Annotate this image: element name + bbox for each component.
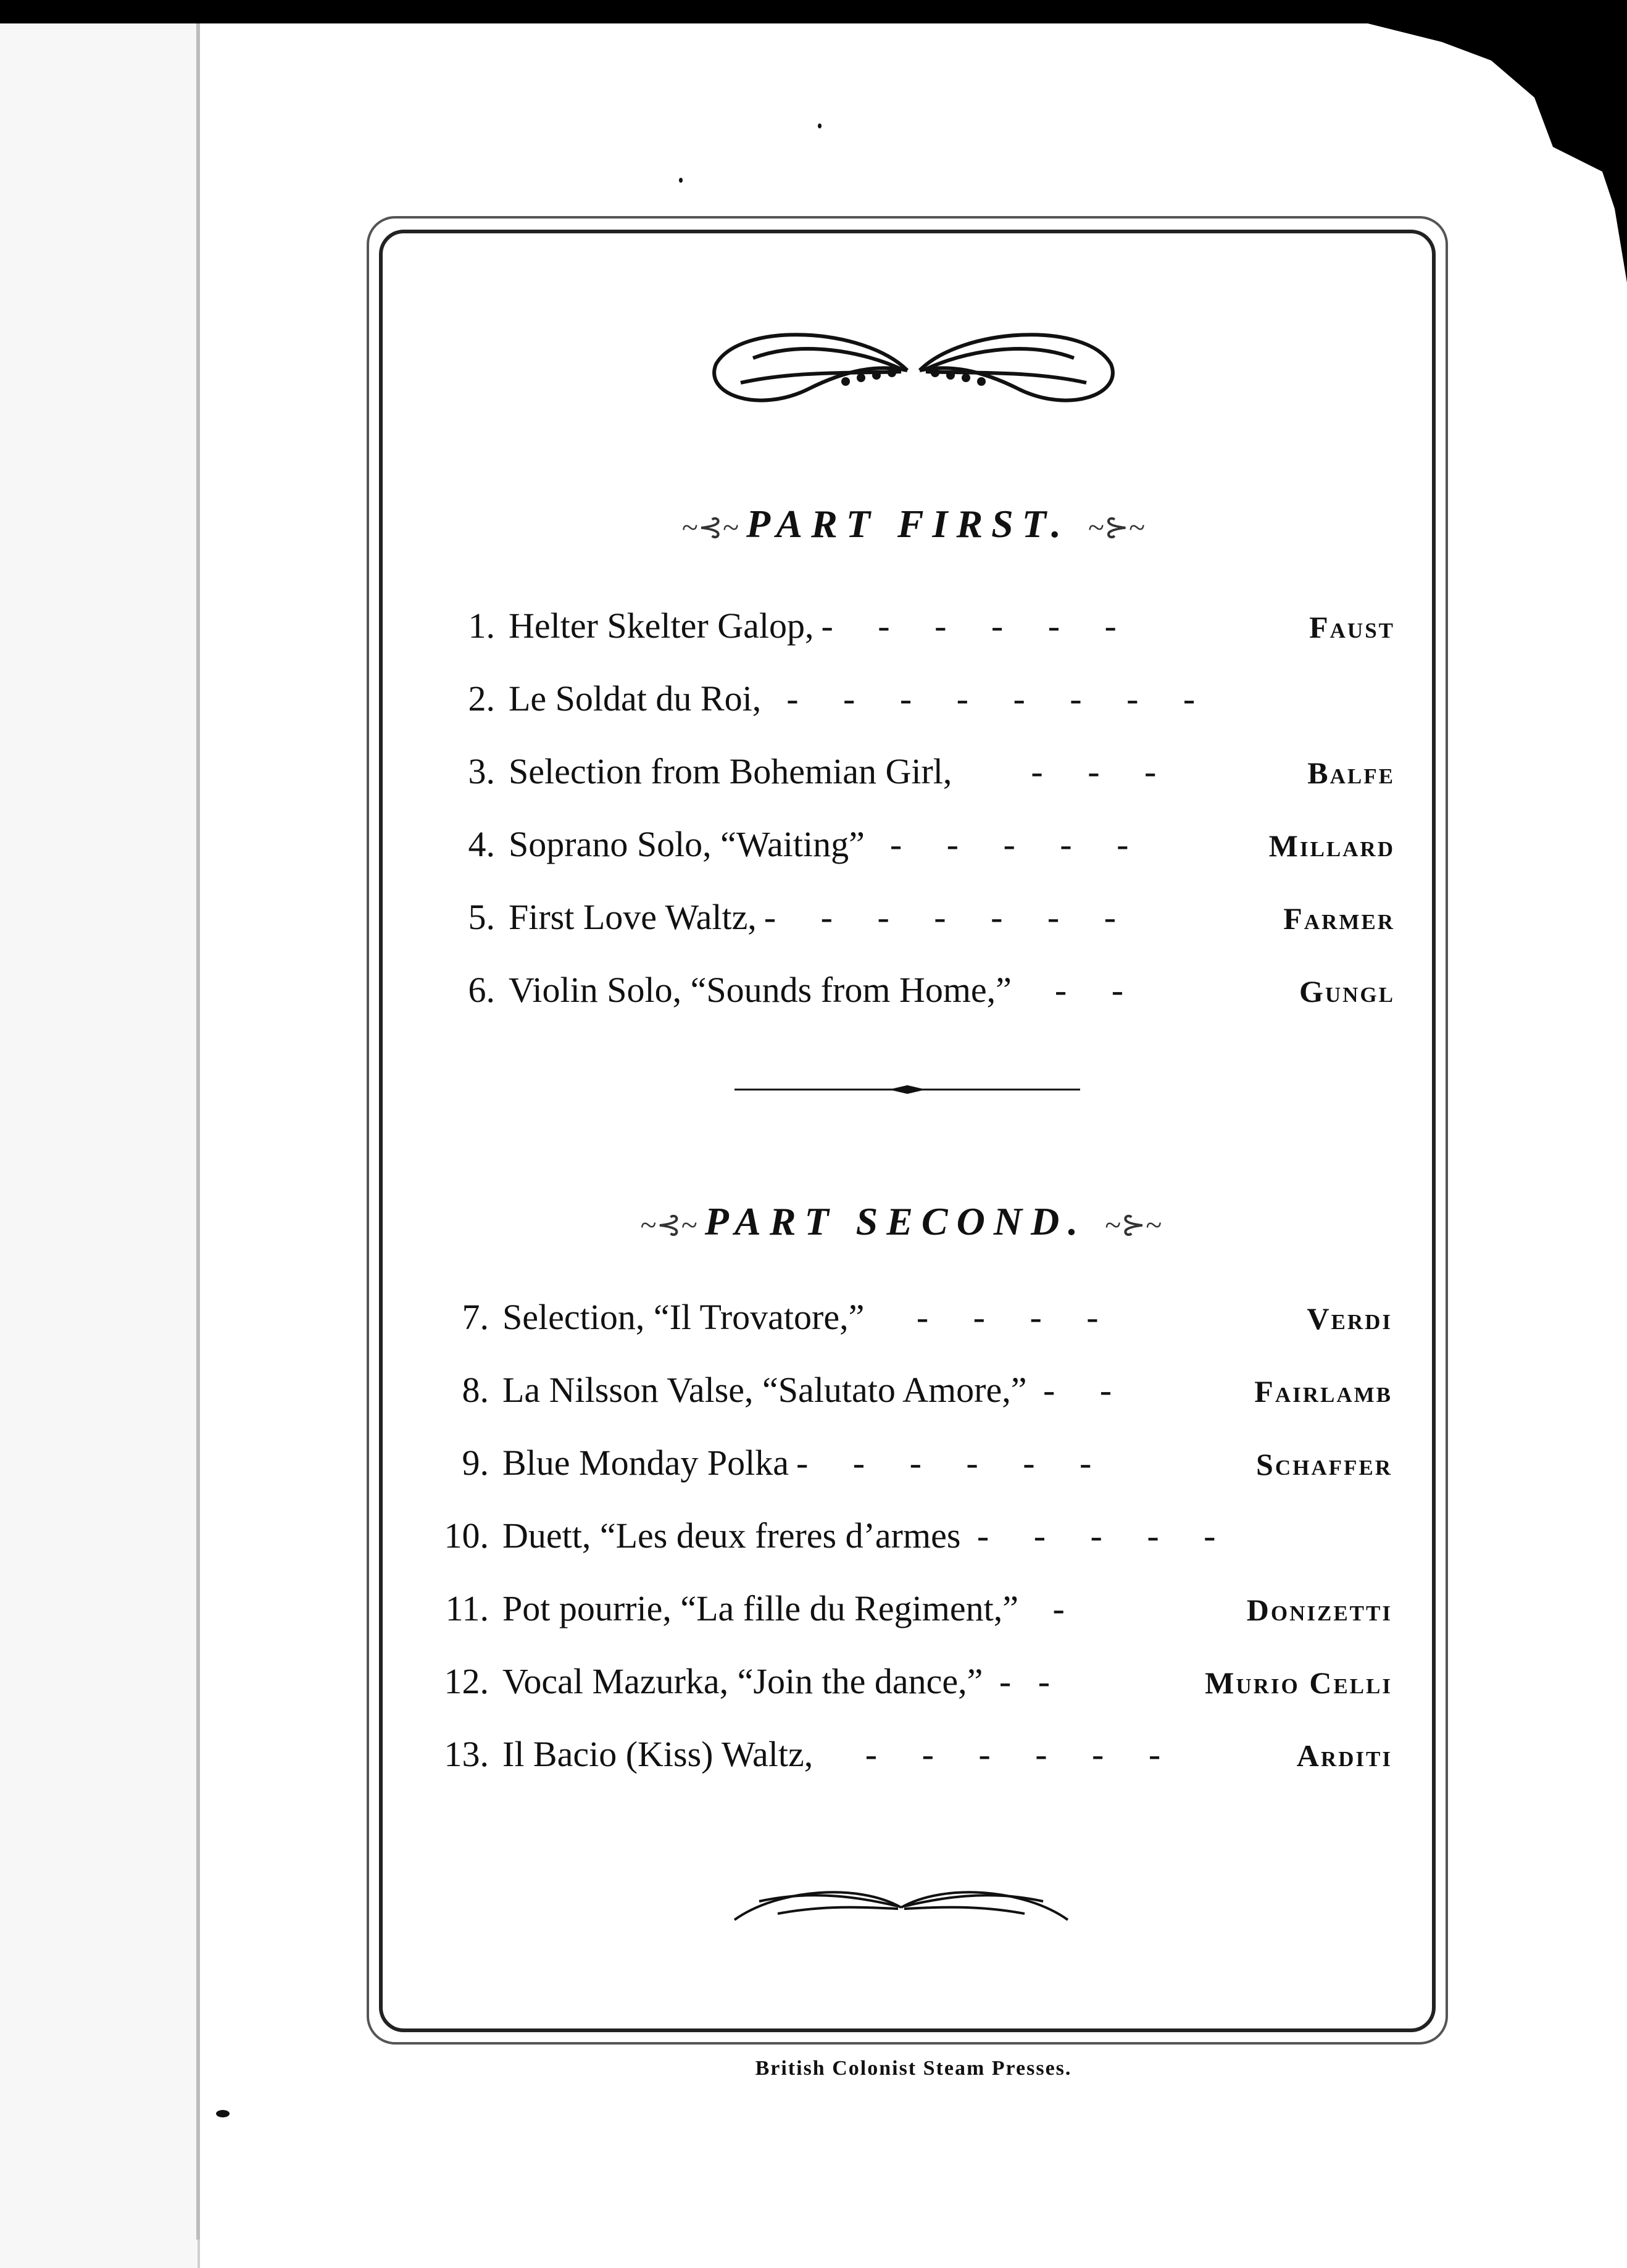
item-number: 2. (468, 678, 495, 719)
item-title: La Nilsson Valse, “Salutato Amore,” (502, 1370, 1027, 1410)
part-second-heading (531, 1199, 1271, 1244)
list-item (420, 1369, 1392, 1425)
item-title: Selection from Bohemian Girl, (509, 751, 952, 791)
item-composer: Gungl (1299, 974, 1395, 1009)
leader-dashes: - - - - - - - (764, 897, 1117, 937)
leader-dashes: - - - - - (872, 824, 1129, 864)
item-title: Le Soldat du Roi, (509, 678, 762, 719)
leader-dashes: - - - - - - - - (768, 678, 1196, 719)
leader-dashes: - - - - - - (796, 1443, 1092, 1483)
leader-dashes: - - - - (872, 1297, 1099, 1337)
item-number: 10. (444, 1515, 489, 1556)
item-composer: Farmer (1283, 901, 1395, 936)
ink-speck (216, 2110, 230, 2117)
leader-dashes: - - - - - - (821, 606, 1117, 646)
item-number: 7. (462, 1297, 489, 1337)
item-composer: Fairlamb (1254, 1374, 1392, 1409)
item-number: 8. (462, 1370, 489, 1410)
item-title: Soprano Solo, “Waiting” (509, 824, 865, 864)
item-composer: Millard (1268, 828, 1395, 863)
section-divider (734, 1085, 1080, 1094)
item-title: Vocal Mazurka, “Join the dance,” (502, 1661, 983, 1701)
fold-crease (196, 23, 200, 2240)
leader-dashes: - - (990, 1661, 1051, 1701)
list-item (426, 823, 1395, 879)
list-item (420, 1661, 1392, 1716)
item-number: 1. (468, 606, 495, 646)
printer-imprint: British Colonist Steam Presses. (755, 2057, 1072, 2080)
part-second-heading-text: PART SECOND. (704, 1199, 1087, 1243)
item-composer: Arditi (1296, 1738, 1392, 1773)
list-item (420, 1515, 1392, 1570)
scan-border (0, 0, 1627, 23)
ink-speck (818, 123, 822, 128)
top-flourish-ornament (704, 315, 1123, 420)
item-composer: Donizetti (1246, 1593, 1392, 1627)
list-item (426, 969, 1395, 1025)
ink-speck (679, 178, 683, 183)
list-item (426, 605, 1395, 661)
list-item (420, 1588, 1392, 1643)
item-composer: Faust (1309, 610, 1395, 644)
item-composer: Murio Celli (1205, 1666, 1392, 1700)
swash-left-icon: ~⊰~ (640, 1209, 705, 1241)
item-title: Pot pourrie, “La fille du Regiment,” (502, 1588, 1018, 1628)
list-item (426, 678, 1395, 733)
item-title: Duett, “Les deux freres d’armes (502, 1515, 961, 1556)
leader-dashes: - - (1034, 1370, 1112, 1410)
list-item (420, 1296, 1392, 1352)
left-fold-panel (0, 23, 200, 2268)
item-number: 9. (462, 1443, 489, 1483)
leader-dashes: - (1025, 1588, 1065, 1628)
leader-dashes: - - - (959, 751, 1157, 791)
leader-dashes: - - - - - - (820, 1734, 1161, 1774)
part-first-heading (543, 501, 1284, 547)
item-title: Il Bacio (Kiss) Waltz, (502, 1734, 814, 1774)
item-number: 4. (468, 824, 495, 864)
item-number: 6. (468, 970, 495, 1010)
item-number: 3. (468, 751, 495, 791)
item-title: Selection, “Il Trovatore,” (502, 1297, 865, 1337)
item-title: Blue Monday Polka (502, 1443, 789, 1483)
swash-left-icon: ~⊰~ (681, 511, 747, 544)
list-item (420, 1442, 1392, 1498)
swash-right-icon: ~⊱~ (1088, 511, 1146, 544)
item-title: Violin Solo, “Sounds from Home,” (509, 970, 1012, 1010)
swash-right-icon: ~⊱~ (1105, 1209, 1162, 1241)
item-title: Helter Skelter Galop, (509, 606, 814, 646)
item-number: 12. (444, 1661, 489, 1701)
item-number: 11. (445, 1588, 489, 1628)
part-first-heading-text: PART FIRST. (746, 502, 1070, 546)
list-item (420, 1733, 1392, 1789)
item-title: First Love Waltz, (509, 897, 757, 937)
item-composer: Verdi (1307, 1301, 1392, 1336)
item-composer: Balfe (1307, 756, 1395, 790)
list-item (426, 896, 1395, 952)
list-item (426, 751, 1395, 806)
item-composer: Schaffer (1256, 1447, 1392, 1482)
leader-dashes: - - - - - (968, 1515, 1216, 1556)
bottom-flourish-ornament (722, 1877, 1080, 1932)
item-number: 5. (468, 897, 495, 937)
item-number: 13. (444, 1734, 489, 1774)
leader-dashes: - - (1018, 970, 1124, 1010)
